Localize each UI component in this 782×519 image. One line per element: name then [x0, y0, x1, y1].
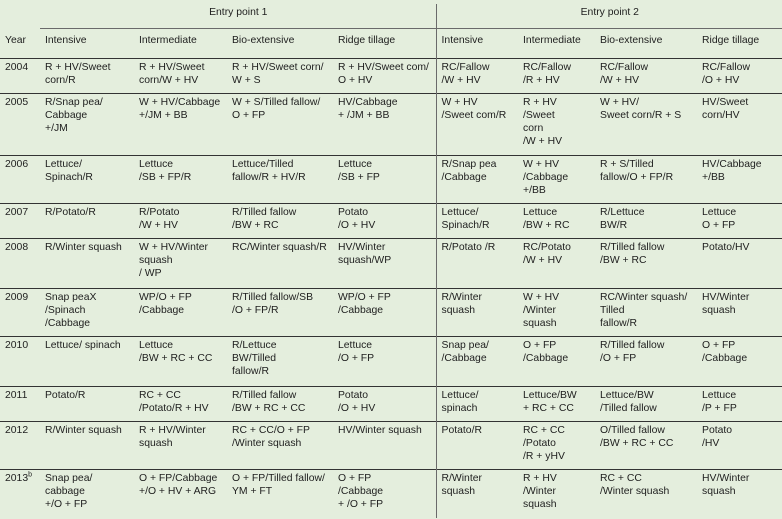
year-cell: 2008 [5, 242, 29, 253]
rotation-cell: Lettuce /BW + RC + CC [139, 340, 213, 364]
rotation-cell: WP/O + FP /Cabbage [139, 292, 192, 316]
table-row [0, 470, 782, 518]
rotation-cell: R + HV /Sweet corn /W + HV [523, 97, 563, 147]
rotation-cell: W + S/Tilled fallow/ O + FP [232, 97, 321, 121]
rotation-cell: R/Lettuce BW/R [600, 207, 645, 231]
rotation-cell: Potato /O + HV [338, 207, 376, 231]
rotation-cell: RC + CC /Potato /R + yHV [523, 425, 565, 462]
rotation-cell: O + FP /Cabbage + /O + FP [338, 473, 384, 510]
table-row [0, 337, 782, 387]
year-cell: 2010 [5, 340, 29, 351]
rotation-cell: O + FP /Cabbage [702, 340, 748, 364]
entry-point-1-header: Entry point 1 [40, 4, 436, 29]
rotation-cell: Lettuce O + FP [702, 207, 737, 231]
table-row [0, 156, 782, 204]
year-cell: 2007 [5, 207, 29, 218]
rotation-cell: R/Potato /W + HV [139, 207, 180, 231]
rotation-cell: O + FP/Tilled fallow/ YM + FT [232, 473, 325, 497]
year-footnote-marker: b [28, 471, 33, 479]
rotation-cell: R/Tilled fallow /BW + RC [600, 242, 665, 266]
rotation-cell: R + HV /Winter squash [523, 473, 557, 510]
rotation-cell: Lettuce /SB + FP/R [139, 159, 192, 183]
rotation-cell: Lettuce/ spinach [45, 340, 121, 351]
rotation-cell: Snap pea/ /Cabbage [436, 337, 518, 387]
rotation-cell: W + HV/Winter squash / WP [139, 242, 208, 279]
entry-point-2-header: Entry point 2 [436, 4, 782, 29]
rotation-cell: R + HV/Sweet corn/W + HV [139, 62, 205, 86]
rotation-cell: HV/Cabbage +/BB [702, 159, 762, 183]
rotation-cell: Snap pea/ cabbage +/O + FP [45, 473, 93, 510]
column-header: Bio-extensive [232, 35, 295, 46]
column-header: Intermediate [523, 35, 581, 46]
rotation-cell: HV/Winter squash/WP [338, 242, 392, 266]
rotation-cell: Lettuce/Tilled fallow/R + HV/R [232, 159, 306, 183]
rotation-cell: R/Winter squash [436, 470, 518, 518]
year-cell: 2009 [5, 292, 29, 303]
rotation-cell: HV/Sweet corn/HV [702, 97, 749, 121]
year-cell: 2006 [5, 159, 29, 170]
rotation-cell: HV/Winter squash [702, 292, 750, 316]
rotation-cell: HV/Cabbage + /JM + BB [338, 97, 398, 121]
rotation-cell: RC/Winter squash/R [232, 242, 327, 253]
table-row [0, 239, 782, 289]
rotation-cell: R/Winter squash [45, 425, 122, 436]
header-row-entry-points [0, 4, 782, 29]
table-row [0, 204, 782, 239]
rotation-cell: Lettuce /P + FP [702, 390, 737, 414]
rotation-cell: HV/Winter squash [702, 473, 750, 497]
rotation-cell: WP/O + FP /Cabbage [338, 292, 391, 316]
rotation-cell: R + HV/Sweet com/ O + HV [338, 62, 429, 86]
year-cell: 2012 [5, 425, 29, 436]
rotation-cell: RC + CC/O + FP /Winter squash [232, 425, 310, 449]
rotation-cell: R/Tilled fallow/SB /O + FP/R [232, 292, 314, 316]
rotation-cell: RC/Fallow /W + HV [600, 62, 648, 86]
rotation-cell: Potato/HV [702, 242, 750, 253]
year-cell: 2005 [5, 97, 29, 108]
rotation-cell: W + HV /Cabbage +/BB [523, 159, 569, 196]
rotation-cell: R/Snap pea/ Cabbage +/JM [45, 97, 103, 134]
column-header: Ridge tillage [702, 35, 760, 46]
rotation-cell: R/Potato /R [436, 239, 518, 289]
rotation-cell: R/Tilled fallow /BW + RC [232, 207, 297, 231]
column-header: Intermediate [139, 35, 197, 46]
year-cell: 2004 [5, 62, 29, 73]
rotation-cell: Lettuce/ Spinach/R [436, 204, 518, 239]
rotation-cell: RC + CC /Potato/R + HV [139, 390, 209, 414]
rotation-cell: Lettuce/ Spinach/R [45, 159, 93, 183]
rotation-cell: O + FP /Cabbage [523, 340, 569, 364]
rotation-cell: HV/Winter squash [338, 425, 422, 436]
rotation-cell: R/Tilled fallow /O + FP [600, 340, 665, 364]
rotation-cell: Snap peaX /Spinach /Cabbage [45, 292, 97, 329]
rotation-cell: Potato /HV [702, 425, 733, 449]
rotation-cell: R + HV/Sweet corn/R [45, 62, 111, 86]
rotation-cell: W + HV/ Sweet corn/R + S [600, 97, 682, 121]
header-row-columns [0, 29, 782, 59]
year-header: Year [5, 34, 26, 46]
year-cell: 2011 [5, 390, 28, 401]
rotation-cell: Potato /O + HV [338, 390, 376, 414]
rotation-cell: W + HV/Cabbage +/JM + BB [139, 97, 221, 121]
table-row [0, 289, 782, 337]
rotation-cell: R + S/Tilled fallow/O + FP/R [600, 159, 674, 183]
rotation-cell: R/Lettuce BW/Tilled fallow/R [232, 340, 277, 377]
rotation-cell: Potato/R [436, 422, 518, 470]
rotation-cell: R + HV/Winter squash [139, 425, 206, 449]
rotation-cell: Lettuce/BW + RC + CC [523, 390, 577, 414]
rotation-cell: RC/Fallow /W + HV [436, 59, 518, 94]
table-row [0, 94, 782, 156]
rotation-cell: W + HV /Sweet com/R [436, 94, 518, 156]
column-header: Intensive [436, 29, 518, 59]
rotation-cell: Lettuce /SB + FP [338, 159, 380, 183]
rotation-cell: R/Snap pea /Cabbage [436, 156, 518, 204]
column-header: Bio-extensive [600, 35, 663, 46]
rotation-cell: Lettuce/ spinach [436, 387, 518, 422]
rotation-cell: Lettuce /O + FP [338, 340, 375, 364]
table-row [0, 59, 782, 94]
rotation-cell: RC/Potato /W + HV [523, 242, 571, 266]
rotation-cell: RC/Fallow /R + HV [523, 62, 571, 86]
rotation-table [0, 4, 782, 518]
rotation-cell: R/Tilled fallow /BW + RC + CC [232, 390, 306, 414]
rotation-cell: RC/Winter squash/ Tilled fallow/R [600, 292, 688, 329]
year-value: 2013 [5, 473, 29, 484]
column-header: Intensive [45, 35, 87, 46]
rotation-cell: R + HV/Sweet corn/ W + S [232, 62, 324, 86]
table-row [0, 422, 782, 470]
header-blank [0, 4, 40, 29]
rotation-cell: Lettuce /BW + RC [523, 207, 570, 231]
rotation-cell: R/Winter squash [436, 289, 518, 337]
year-cell [0, 470, 40, 518]
rotation-cell: RC + CC /Winter squash [600, 473, 670, 497]
table-row [0, 387, 782, 422]
rotation-cell: O/Tilled fallow /BW + RC + CC [600, 425, 674, 449]
rotation-cell: O + FP/Cabbage +/O + HV + ARG [139, 473, 218, 497]
rotation-cell: R/Winter squash [45, 242, 122, 253]
rotation-cell: R/Potato/R [45, 207, 96, 218]
rotation-cell: RC/Fallow /O + HV [702, 62, 750, 86]
column-header: Ridge tillage [338, 35, 396, 46]
rotation-cell: Lettuce/BW /Tilled fallow [600, 390, 657, 414]
rotation-cell: Potato/R [45, 390, 86, 401]
rotation-cell: W + HV /Winter squash [523, 292, 560, 329]
